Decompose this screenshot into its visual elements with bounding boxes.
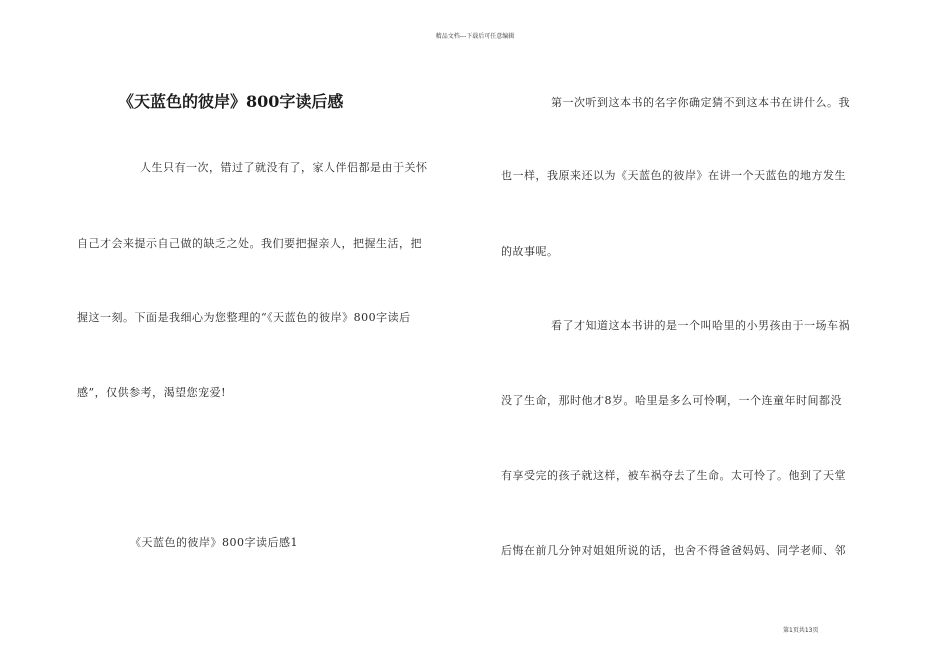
paragraph-line: 感”，仅供参考，渴望您宠爱! [77,386,227,399]
section-subheading: 《天蓝色的彼岸》800字读后感1 [130,536,298,549]
paragraph-line: 后悔在前几分钟对姐姐所说的话，也舍不得爸爸妈妈、同学老师、邻 [501,544,846,557]
paragraph-line: 有享受完的孩子就这样，被车祸夺去了生命。太可怜了。他到了天堂 [501,469,846,482]
paragraph-line: 握这一刻。下面是我细心为您整理的“《天蓝色的彼岸》800字读后 [77,311,411,324]
document-title: 《天蓝色的彼岸》800字读后感 [118,92,344,111]
paragraph-line: 第一次听到这本书的名字你确定猜不到这本书在讲什么。我 [551,96,850,109]
paragraph-line: 也一样，我原来还以为《天蓝色的彼岸》在讲一个天蓝色的地方发生 [501,169,846,182]
header-note: 精品文档---下载后可任意编辑 [435,33,515,40]
paragraph-line: 自己才会来提示自己做的缺乏之处。我们要把握亲人，把握生活，把 [77,237,422,250]
paragraph-line: 没了生命，那时他才8岁。哈里是多么可怜啊，一个连童年时间都没 [501,394,842,407]
paragraph-line: 看了才知道这本书讲的是一个叫哈里的小男孩由于一场车祸 [551,319,850,332]
paragraph-line: 人生只有一次，错过了就没有了，家人伴侣都是由于关怀 [140,161,428,174]
page-number: 第1页共13页 [783,627,819,634]
paragraph-line: 的故事呢。 [501,245,559,258]
